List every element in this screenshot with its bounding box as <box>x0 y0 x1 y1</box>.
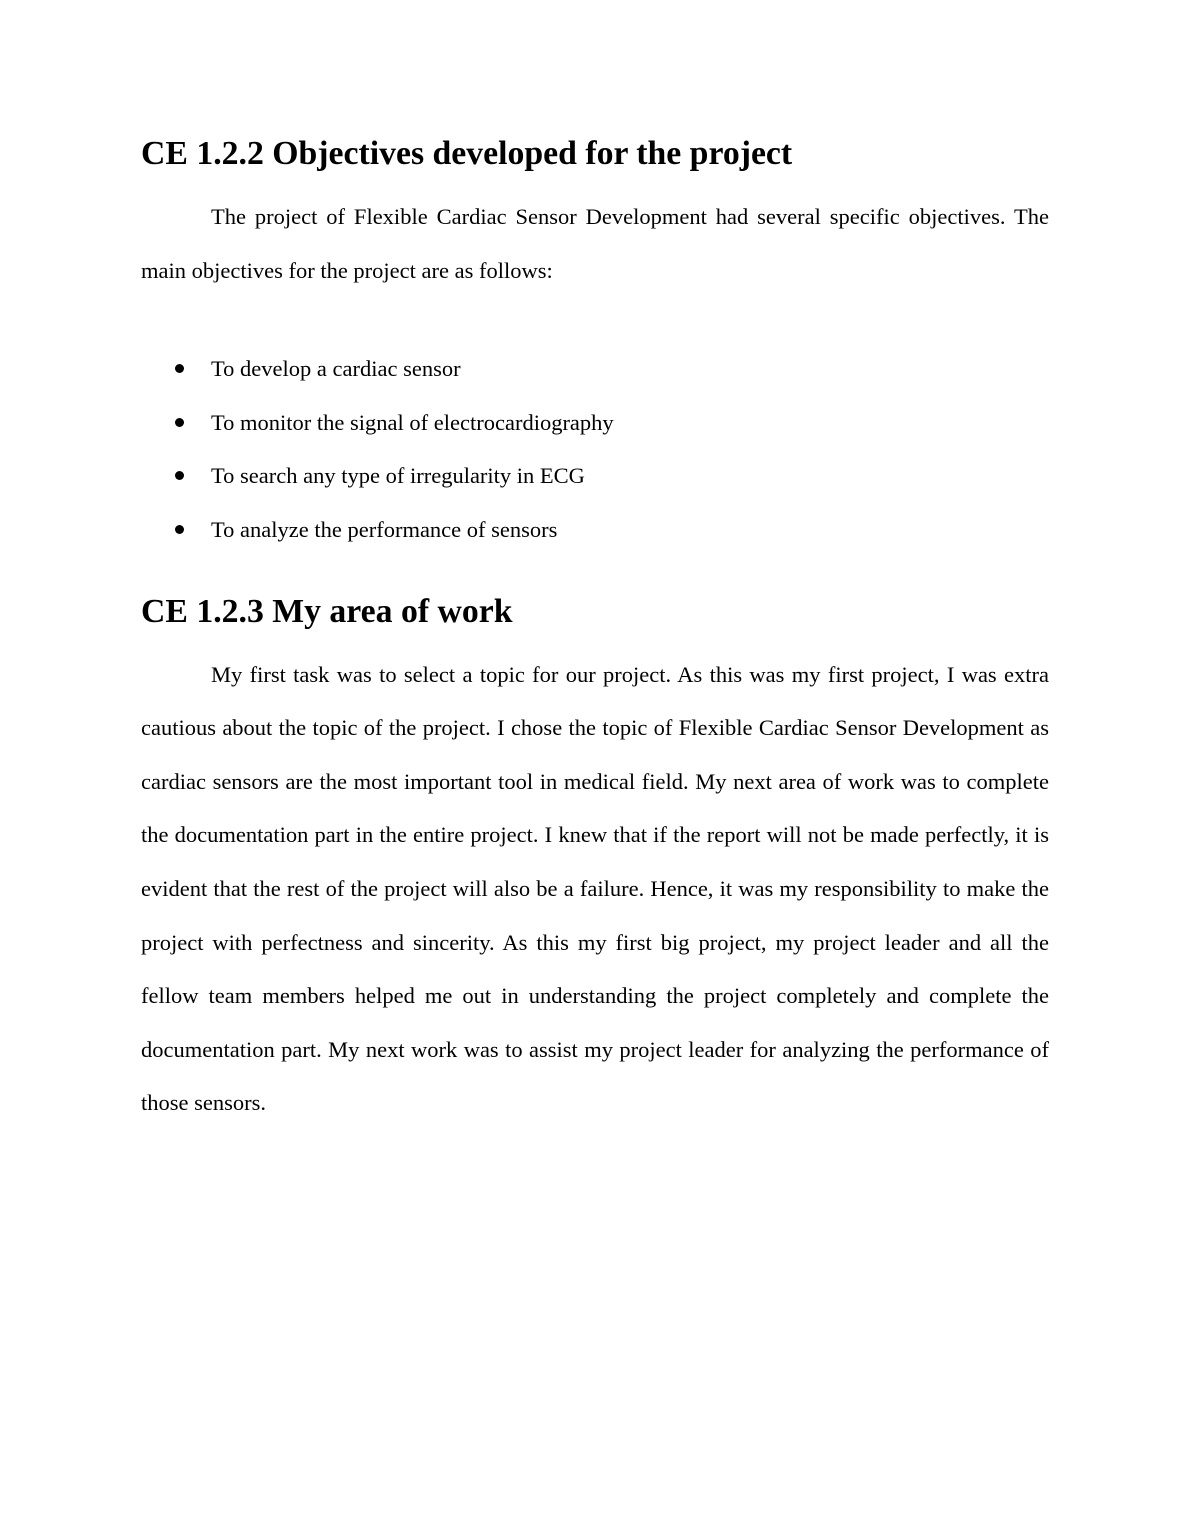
bullet-icon <box>175 525 184 534</box>
list-item <box>141 342 1049 396</box>
objectives-intro-paragraph: The project of Flexible Cardiac Sensor Development had several specific objectives. The main objectives for the project are as follows: <box>141 204 1049 283</box>
list-item-text: To monitor the signal of electrocardiography <box>211 409 614 435</box>
list-item <box>141 396 1049 450</box>
bullet-icon <box>175 364 184 373</box>
bullet-icon <box>175 418 184 427</box>
bullet-icon <box>175 471 184 480</box>
objectives-list <box>141 342 1049 556</box>
area-of-work-paragraph: My first task was to select a topic for our project. As this was my first project, I was extra cautious about the topic of the project. I chose the topic of Flexible Cardiac Sensor Development as cardiac sensors are the most important tool in medical field. My next area of work was to complete the documentation part in the entire project. I knew that if the report will not be made perfectly, it is evident that the rest of the project will also be a failure. Hence, it was my responsibility to make the project with perfectness and sincerity. As this my first big project, my project leader and all the fellow team members helped me out in understanding the project completely and complete the documentation part. My next work was to assist my project leader for analyzing the performance of those sensors. <box>141 661 1049 1116</box>
section-heading-area-of-work: CE 1.2.3 My area of work <box>141 592 513 630</box>
list-item <box>141 503 1049 557</box>
page-content <box>141 136 1049 1130</box>
list-item-text: To search any type of irregularity in ECG <box>211 463 585 489</box>
list-item <box>141 449 1049 503</box>
list-item-text: To develop a cardiac sensor <box>211 356 461 382</box>
list-item-text: To analyze the performance of sensors <box>211 516 558 542</box>
section-heading-objectives: CE 1.2.2 Objectives developed for the project <box>141 135 793 172</box>
